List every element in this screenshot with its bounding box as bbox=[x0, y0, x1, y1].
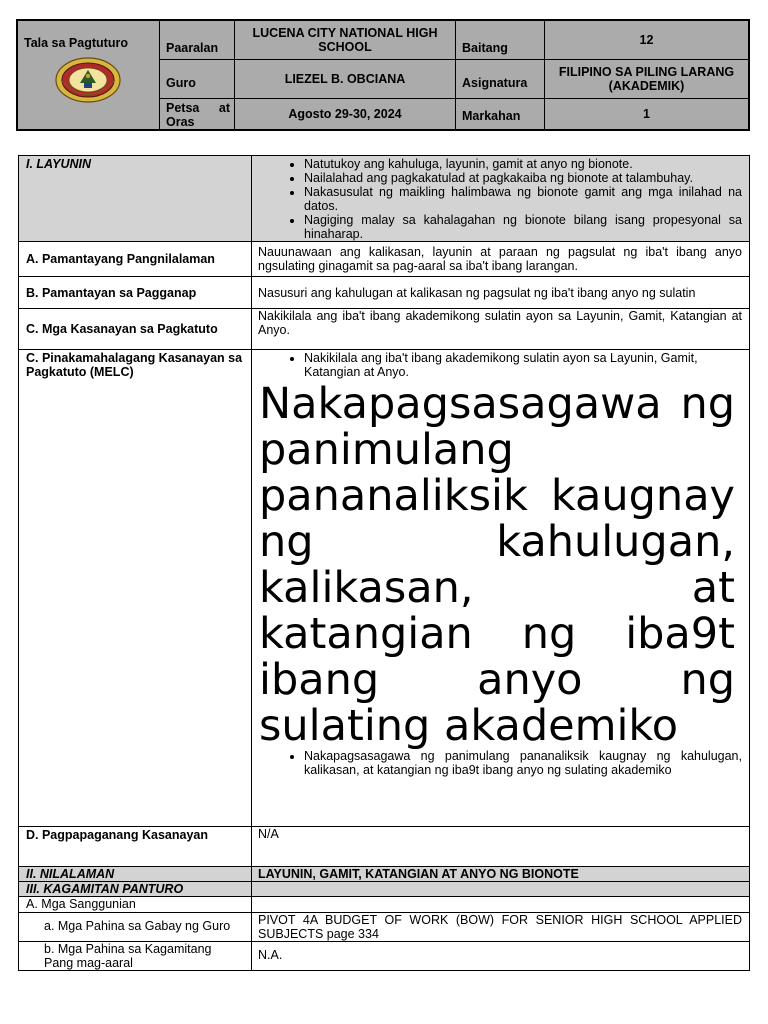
pamantayan-pagganap-value: Nasusuri ang kahulugan at kalikasan ng pagsulat ng iba't ibang anyo ng sulatin bbox=[258, 286, 696, 300]
row-kagamitang-mag-aaral bbox=[19, 942, 749, 970]
row-pamantayan-pagganap bbox=[19, 277, 749, 309]
row-layunin bbox=[19, 156, 749, 242]
date-label: Petsa at Oras bbox=[166, 101, 230, 129]
date-value: Agosto 29-30, 2024 bbox=[288, 107, 402, 121]
list-item: • Nakasusulat ng maikling halimbawa ng bionote gamit ang mga inilahad na datos. bbox=[304, 185, 742, 213]
layunin-list bbox=[258, 157, 742, 241]
row-gabay-guro bbox=[19, 913, 749, 942]
gabay-guro-label: a. Mga Pahina sa Gabay ng Guro bbox=[19, 913, 252, 941]
teacher-value: LIEZEL B. OBCIANA bbox=[284, 72, 406, 86]
row-sanggunian bbox=[19, 897, 749, 913]
quarter-value: 1 bbox=[643, 107, 650, 121]
list-item: • Nagiging malay sa kahalagahan ng bionote bilang isang propesyonal sa hinaharap. bbox=[304, 213, 742, 241]
row-pamantayang-pangnilalaman bbox=[19, 242, 749, 277]
school-seal bbox=[55, 57, 121, 103]
pamantayan-pagganap-label: B. Pamantayan sa Pagganap bbox=[19, 277, 252, 308]
row-kasanayan bbox=[19, 309, 749, 350]
subject-value: FILIPINO SA PILING LARANG (AKADEMIK) bbox=[558, 65, 735, 93]
row-pagpapaganang bbox=[19, 827, 749, 867]
layunin-label: I. LAYUNIN bbox=[19, 156, 252, 241]
kagamitan-label: III. KAGAMITAN PANTURO bbox=[19, 882, 252, 896]
list-item: • Nailalahad ang pagkakatulad at pagkakaiba ng bionote at talambuhay. bbox=[304, 171, 742, 185]
lesson-header-table bbox=[16, 19, 750, 131]
grade-value: 12 bbox=[639, 33, 654, 47]
melc-label: C. Pinakamahalagang Kasanayan sa Pagkatuto (MELC) bbox=[26, 351, 243, 379]
teacher-label: Guro bbox=[166, 76, 196, 90]
pagpapaganang-value: N/A bbox=[258, 827, 279, 841]
quarter-label: Markahan bbox=[462, 109, 521, 123]
subject-label: Asignatura bbox=[462, 76, 528, 90]
header-title: Tala sa Pagtuturo bbox=[24, 36, 128, 50]
nilalaman-label: II. NILALAMAN bbox=[19, 867, 252, 881]
row-nilalaman bbox=[19, 867, 749, 882]
sanggunian-label: A. Mga Sanggunian bbox=[19, 897, 252, 912]
school-label: Paaralan bbox=[166, 41, 219, 55]
melc-bullet: • Nakikilala ang iba't ibang akademikong sulatin ayon sa Layunin, Gamit, Katangian at Anyo. bbox=[304, 351, 711, 379]
lesson-plan-table bbox=[18, 155, 750, 971]
pagpapaganang-label: D. Pagpapaganang Kasanayan bbox=[19, 827, 252, 866]
kagamitang-mag-aaral-label: b. Mga Pahina sa Kagamitang Pang mag-aaral bbox=[19, 942, 252, 970]
pamantayang-pangnilalaman-label: A. Pamantayang Pangnilalaman bbox=[19, 242, 252, 276]
melc-big-text: Nakapagsasagawa ng panimulang pananaliksik kaugnay ng kahulugan, kalikasan, at katangian ng iba9t ibang anyo ng sulating akademiko bbox=[259, 379, 735, 751]
kasanayan-label: C. Mga Kasanayan sa Pagkatuto bbox=[19, 309, 252, 349]
row-melc bbox=[19, 350, 749, 827]
list-item: • Natutukoy ang kahuluga, layunin, gamit at anyo ng bionote. bbox=[304, 157, 742, 171]
pamantayang-pangnilalaman-value: Nauunawaan ang kalikasan, layunin at paraan ng pagsulat ng iba't ibang anyo ngsulating ginagamit sa pag-aaral sa iba't ibang larangan. bbox=[258, 245, 742, 273]
kagamitang-mag-aaral-value: N.A. bbox=[258, 948, 283, 962]
kasanayan-value: Nakikilala ang iba't ibang akademikong sulatin ayon sa Layunin, Gamit, Katangian at Anyo. bbox=[258, 309, 742, 337]
gabay-guro-value: PIVOT 4A BUDGET OF WORK (BOW) FOR SENIOR HIGH SCHOOL APPLIED SUBJECTS page 334 bbox=[258, 913, 742, 941]
row-kagamitan bbox=[19, 882, 749, 897]
school-value: LUCENA CITY NATIONAL HIGH SCHOOL bbox=[252, 26, 438, 54]
nilalaman-value: LAYUNIN, GAMIT, KATANGIAN AT ANYO NG BIONOTE bbox=[258, 867, 579, 881]
grade-label: Baitang bbox=[462, 41, 508, 55]
melc-bullet: • Nakapagsasagawa ng panimulang pananaliksik kaugnay ng kahulugan, kalikasan, at katangian ng iba9t ibang anyo ng sulating akademiko bbox=[304, 749, 742, 777]
